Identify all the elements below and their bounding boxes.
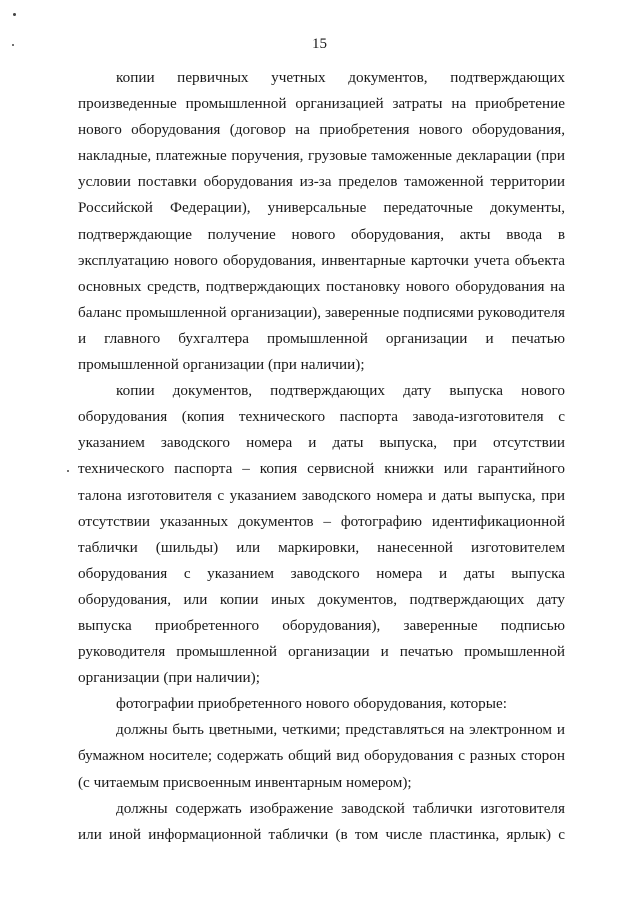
- paragraph: [78, 796, 565, 848]
- page-number: 15: [312, 36, 327, 52]
- text-line: основных средств, подтверждающих постановку нового оборудования на: [78, 277, 565, 295]
- text-line: оборудования с указанием заводского номера и даты выпуска: [78, 564, 565, 582]
- text-line: эксплуатацию нового оборудования, инвентарные карточки учета объекта: [78, 251, 565, 269]
- text-line: произведенные промышленной организацией затраты на приобретение: [78, 95, 565, 113]
- text-line: условии поставки оборудования из-за пределов таможенной территории: [78, 173, 565, 191]
- text-line: нового оборудования (договор на приобретения нового оборудования,: [78, 121, 565, 139]
- text-line: накладные, платежные поручения, грузовые таможенные декларации (при: [78, 147, 565, 165]
- text-line: оборудования, или копии иных документов, подтверждающих дату: [78, 590, 565, 608]
- scan-speck: [67, 470, 69, 472]
- text-line: должны содержать изображение заводской таблички изготовителя: [116, 799, 565, 817]
- paragraph: [78, 717, 565, 795]
- paragraph: [78, 378, 565, 691]
- text-line: Российской Федерации), универсальные передаточные документы,: [78, 199, 565, 217]
- paragraph: [78, 65, 565, 378]
- text-line: бумажном носителе; содержать общий вид оборудования с разных сторон: [78, 747, 565, 765]
- text-line: фотографии приобретенного нового оборудования, которые:: [116, 695, 507, 713]
- text-line: талона изготовителя с указанием заводского номера и даты выпуска, при: [78, 486, 565, 504]
- text-line: копии документов, подтверждающих дату выпуска нового: [116, 382, 565, 400]
- text-line: выпуска приобретенного оборудования), заверенные подписью: [78, 616, 565, 634]
- document-body: [78, 65, 565, 848]
- text-line: организации (при наличии);: [78, 669, 260, 687]
- text-line: промышленной организации (при наличии);: [78, 356, 365, 374]
- text-line: подтверждающие получение нового оборудования, акты ввода в: [78, 225, 565, 243]
- text-line: руководителя промышленной организации и печатью промышленной: [78, 643, 565, 661]
- text-line: отсутствии указанных документов – фотографию идентификационной: [78, 512, 565, 530]
- scan-speck: [13, 13, 16, 16]
- text-line: или иной информационной таблички (в том числе пластинка, ярлык) с: [78, 825, 565, 843]
- text-line: копии первичных учетных документов, подтверждающих: [116, 69, 565, 86]
- text-line: (с читаемым присвоенным инвентарным номером);: [78, 773, 412, 791]
- paragraph: [78, 691, 565, 717]
- text-line: баланс промышленной организации), заверенные подписями руководителя: [78, 303, 565, 321]
- text-line: технического паспорта – копия сервисной книжки или гарантийного: [78, 460, 565, 478]
- text-line: должны быть цветными, четкими; представляться на электронном и: [116, 721, 565, 739]
- text-line: и главного бухгалтера промышленной организации и печатью: [78, 329, 565, 347]
- text-line: оборудования (копия технического паспорта завода-изготовителя с: [78, 408, 565, 426]
- text-line: таблички (шильды) или маркировки, нанесенной изготовителем: [78, 538, 565, 556]
- text-line: указанием заводского номера и даты выпуска, при отсутствии: [78, 434, 565, 452]
